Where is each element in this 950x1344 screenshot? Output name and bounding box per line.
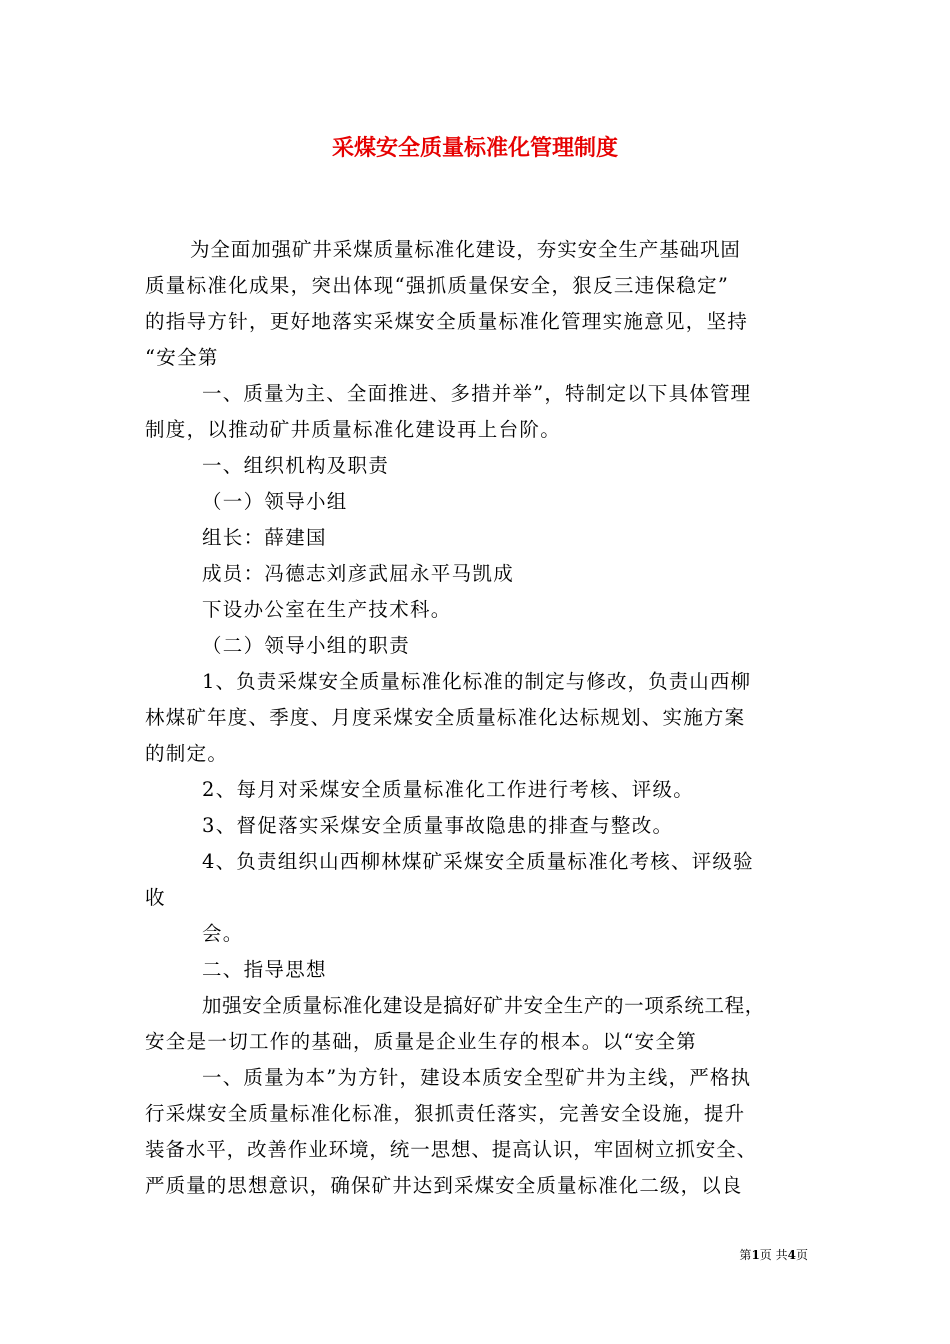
body-line: 安全是一切工作的基础，质量是企业生存的根本。以“安全第 (145, 1030, 698, 1053)
footer-suffix: 页 (795, 1248, 808, 1262)
footer-prefix: 第 (739, 1248, 752, 1262)
footer-current-page: 1 (751, 1248, 760, 1262)
body-line: 组长：薛建国 (202, 526, 327, 549)
body-line: （二）领导小组的职责 (202, 634, 411, 657)
body-line: 收 (145, 886, 166, 909)
body-line: 林煤矿年度、季度、月度采煤安全质量标准化达标规划、实施方案 (145, 706, 746, 729)
body-line: 为全面加强矿井采煤质量标准化建设，夯实安全生产基础巩固 (190, 238, 741, 261)
body-line: 严质量的思想意识，确保矿井达到采煤安全质量标准化二级，以良 (145, 1174, 743, 1197)
body-line: 成员：冯德志刘彦武屈永平马凯成 (202, 562, 515, 585)
body-line: 1、负责采煤安全质量标准化标准的制定与修改，负责山西柳 (202, 670, 752, 693)
body-line: （一）领导小组 (202, 490, 348, 513)
body-line: 的指导方针，更好地落实采煤安全质量标准化管理实施意见，坚持 (145, 310, 749, 333)
body-line: 加强安全质量标准化建设是搞好矿井安全生产的一项系统工程， (202, 994, 765, 1017)
body-line: 2、每月对采煤安全质量标准化工作进行考核、评级。 (202, 778, 695, 801)
document-title: 采煤安全质量标准化管理制度 (331, 135, 618, 161)
page-footer (739, 1247, 808, 1263)
footer-middle: 页 共 (759, 1248, 788, 1262)
body-line: 的制定。 (145, 742, 229, 765)
body-line: 会。 (202, 922, 244, 945)
body-line: 一、质量为本”为方针，建设本质安全型矿井为主线，严格执 (202, 1066, 752, 1089)
body-line: 一、质量为主、全面推进、多措并举”，特制定以下具体管理 (202, 382, 752, 405)
body-line: 3、督促落实采煤安全质量事故隐患的排查与整改。 (202, 814, 674, 837)
body-line: 行采煤安全质量标准化标准，狠抓责任落实，完善安全设施，提升 (145, 1102, 746, 1125)
body-line: “安全第 (145, 346, 219, 369)
body-line: 下设办公室在生产技术科。 (202, 598, 452, 621)
body-line: 二、指导思想 (202, 958, 327, 981)
body-line: 4、负责组织山西柳林煤矿采煤安全质量标准化考核、评级验 (202, 850, 754, 873)
body-line: 装备水平，改善作业环境，统一思想、提高认识，牢固树立抓安全、 (145, 1138, 758, 1161)
footer-total-pages: 4 (787, 1248, 796, 1262)
body-line: 制度，以推动矿井质量标准化建设再上台阶。 (145, 418, 562, 441)
body-line: 质量标准化成果，突出体现“强抓质量保安全，狠反三违保稳定” (145, 274, 730, 297)
body-line: 一、组织机构及职责 (202, 454, 390, 477)
